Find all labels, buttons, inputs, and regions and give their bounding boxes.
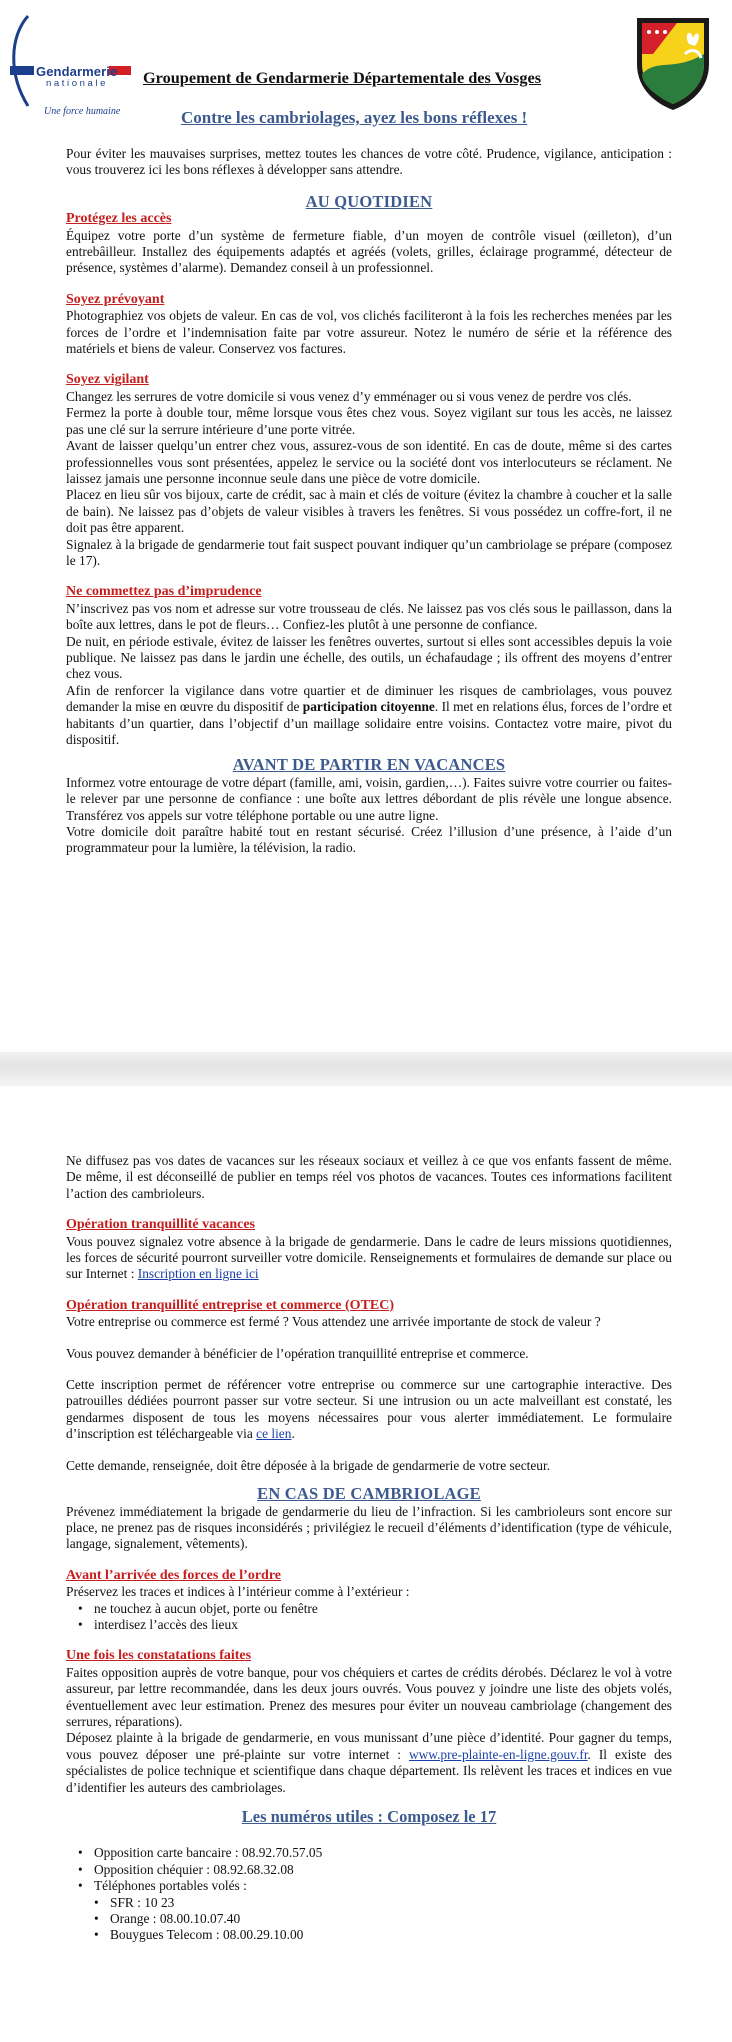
section-title-vacances: AVANT DE PARTIR EN VACANCES bbox=[232, 755, 506, 775]
otec-3-text: Cette inscription permet de référencer votre entreprise ou commerce sur une cartographie interactive. Des patrouilles dédiées pourront passer sur votre secteur. Si une intrusion ou un acte malveillant est constaté, les gendarmes disposent de tous les moyens nécessaires pour vous alerter immédiatement. Le formulaire d’inscription est téléchargeable via bbox=[66, 1377, 672, 1442]
document-title: Contre les cambriolages, ayez les bons réflexes ! bbox=[181, 108, 528, 127]
paragraph-imprudence-2: De nuit, en période estivale, évitez de laisser les fenêtres ouvertes, surtout si elles sont accessibles depuis la voie publique. Ne laissez pas dans le jardin une échelle, des outils, un échafaudage ; ils offrent des moyens d’entrer chez vous. bbox=[66, 633, 672, 682]
subtitle-protegez-acces: Protégez les accès bbox=[66, 211, 172, 227]
list-item: • interdisez l’accès des lieux bbox=[94, 1617, 672, 1633]
paragraph-protegez-acces: Équipez votre porte d’un système de fermeture fiable, d’un moyen de contrôle visuel (œilleton), d’un entrebâilleur. Installez des équipements adaptés et agréés (volets, grilles, éclairage programmé, détecteur de présence, systèmes d’alarme). Demandez conseil à un professionnel. bbox=[66, 227, 672, 276]
organization-title: Groupement de Gendarmerie Départementale des Vosges bbox=[143, 68, 542, 87]
imprudence-3-end: . Il met en relations élus, forces de l’ordre et habitants d’un quartier, dans l’objectif d’un maillage solidaire entre voisins. Contactez votre maire, pivot du dispositif. bbox=[66, 699, 672, 747]
section-title-cambriolage: EN CAS DE CAMBRIOLAGE bbox=[257, 1484, 481, 1504]
paragraph-constatations-2 bbox=[66, 1730, 672, 1796]
paragraph-otec-2: Vous pouvez demander à bénéficier de l’opération tranquillité entreprise et commerce. bbox=[66, 1345, 529, 1361]
subtitle-constatations: Une fois les constatations faites bbox=[66, 1648, 252, 1664]
paragraph-constatations-1: Faites opposition auprès de votre banque, pour vos chéquiers et cartes de crédits dérobés. Déclarez le vol à votre assureur, par lettre recommandée, dans les deux jours ouvrés. Vous pouvez y joindre une liste des objets volés, éventuellement avec leur estimation. Prenez des mesures pour éviter un nouveau cambriolage (changement des serrures, réparations). bbox=[66, 1664, 672, 1729]
list-item: • Opposition chéquier : 08.92.68.32.08 bbox=[94, 1862, 672, 1878]
list-item: • ne touchez à aucun objet, porte ou fenêtre bbox=[94, 1601, 672, 1617]
paragraph-vigilant-1: Changez les serrures de votre domicile si vous venez d’y emménager ou si vous venez de perdre vos clés. bbox=[66, 388, 632, 404]
gendarmerie-logo bbox=[6, 14, 140, 124]
list-item: • Téléphones portables volés : bbox=[94, 1878, 672, 1894]
list-item: • SFR : 10 23 bbox=[110, 1895, 672, 1911]
numeros-list bbox=[66, 1845, 672, 1894]
paragraph-imprudence-3 bbox=[66, 683, 672, 749]
logo-subtitle: nationale bbox=[46, 78, 108, 89]
paragraph-vacances-3: Ne diffusez pas vos dates de vacances sur les réseaux sociaux et veillez à ce que vos enfants fassent de même. De même, il est déconseillé de publier en temps réel vos photos de vacances. Toutes ces informations facilitent l’action des cambrioleurs. bbox=[66, 1153, 672, 1201]
paragraph-vacances-1: Informez votre entourage de votre départ (famille, ami, voisin, gardien,…). Faites suivre votre courrier ou faites-le relever par une personne de confiance : une boîte aux lettres débordant de plis révèle une longue absence. Transférez vos appels sur votre téléphone portable ou une autre ligne. bbox=[66, 774, 672, 823]
paragraph-otec-4: Cette demande, renseignée, doit être déposée à la brigade de gendarmerie de votre secteur. bbox=[66, 1457, 551, 1473]
list-item: • Bouygues Telecom : 08.00.29.10.00 bbox=[110, 1927, 672, 1943]
imprudence-3-start: Afin de renforcer la vigilance dans votre quartier et de diminuer les risques de cambriolages, vous pouvez demander la mise en œuvre du dispositif de bbox=[66, 682, 672, 715]
pre-plainte-link[interactable]: www.pre-plainte-en-ligne.gouv.fr bbox=[408, 1746, 588, 1762]
page-separator bbox=[0, 1052, 732, 1086]
logo-name: Gendarmerie bbox=[36, 64, 118, 79]
page-2-content bbox=[66, 1153, 672, 1944]
list-item: • Opposition carte bancaire : 08.92.70.57.05 bbox=[94, 1845, 672, 1861]
vosges-coat-of-arms-icon bbox=[633, 14, 713, 112]
paragraph-imprudence-1: N’inscrivez pas vos nom et adresse sur votre trousseau de clés. Ne laissez pas vos clés sous le paillasson, dans la boîte aux lettres, dans le pot de fleurs… Confiez-les plutôt à une personne de confiance. bbox=[66, 600, 672, 633]
constat-2-start: Déposez plainte à la brigade de gendarmerie, en vous munissant d’une pièce d’identité. Pour gagner du temps, vous pouvez déposer une pré-plainte sur votre internet : bbox=[66, 1730, 672, 1762]
constat-2-end: . Il existe des spécialistes de police technique et scientifique dans chaque département. Ils relèvent les traces et indices en vue d’identifier les auteurs des cambriolages. bbox=[66, 1746, 672, 1795]
subtitle-imprudence: Ne commettez pas d’imprudence bbox=[66, 584, 262, 600]
section-title-quotidien: AU QUOTIDIEN bbox=[305, 191, 433, 211]
otec-form-link[interactable]: ce lien bbox=[256, 1426, 292, 1442]
paragraph-soyez-prevoyant: Photographiez vos objets de valeur. En cas de vol, vos clichés faciliteront à la fois les recherches menées par les forces de l’ordre et l’indemnisation faite par votre assureur. Notez le numéro de série et la référence des matériels et biens de valeur. Conservez vos factures. bbox=[66, 308, 672, 357]
subtitle-soyez-prevoyant: Soyez prévoyant bbox=[66, 291, 165, 307]
paragraph-vigilant-4: Placez en lieu sûr vos bijoux, carte de crédit, sac à main et clés de voiture (évitez la chambre à coucher et la salle de bain). Ne laissez pas d’objets de valeur visibles à travers les fenêtres. Si vous possédez un coffre-fort, il ne doit pas être apparent. bbox=[66, 487, 672, 536]
paragraph-vigilant-3: Avant de laisser quelqu’un entrer chez vous, assurez-vous de son identité. En cas de doute, même si des cartes professionnelles vous sont présentées, appelez le service ou la société dont vos interlocuteurs se réclament. Ne laissez jamais une personne inconnue seule dans une pièce de votre domicile. bbox=[66, 438, 672, 486]
avant-arrivee-list bbox=[66, 1601, 672, 1634]
paragraph-cambriolage-1: Prévenez immédiatement la brigade de gendarmerie du lieu de l’infraction. Si les cambrioleurs sont encore sur place, ne prenez pas de risques inconsidérés ; privilégiez le recueil d’éléments d’identification (type de véhicule, langage, signalement, vêtements). bbox=[66, 1503, 672, 1552]
subtitle-avant-arrivee: Avant l’arrivée des forces de l’ordre bbox=[66, 1567, 281, 1583]
page-1-content bbox=[66, 146, 672, 857]
otv-inscription-link[interactable]: Inscription en ligne ici bbox=[137, 1266, 259, 1282]
paragraph-avant-arrivee: Préservez les traces et indices à l’intérieur comme à l’extérieur : bbox=[66, 1584, 410, 1600]
list-item: • Orange : 08.00.10.07.40 bbox=[110, 1911, 672, 1927]
subtitle-otec: Opération tranquillité entreprise et commerce (OTEC) bbox=[66, 1297, 395, 1313]
operators-list bbox=[66, 1895, 672, 1944]
subtitle-otv: Opération tranquillité vacances bbox=[66, 1217, 255, 1233]
paragraph-otec-1: Votre entreprise ou commerce est fermé ? Vous attendez une arrivée importante de stock de valeur ? bbox=[66, 1314, 601, 1330]
paragraph-vigilant-5: Signalez à la brigade de gendarmerie tout fait suspect pouvant indiquer qu’un cambriolage se prépare (composez le 17). bbox=[66, 536, 672, 568]
paragraph-otec-3: Cette inscription permet de référencer votre entreprise ou commerce sur une cartographie interactive. Des patrouilles dédiées pourront passer sur votre secteur. Si une intrusion ou un acte malveillant est constaté, les gendarmes disposent de tous les moyens nécessaires pour vous alerter immédiatement. Le formulaire d’inscription est téléchargeable via ce lien. bbox=[66, 1377, 672, 1442]
logo-motto: Une force humaine bbox=[44, 106, 121, 117]
intro-paragraph: Pour éviter les mauvaises surprises, mettez toutes les chances de votre côté. Prudence, vigilance, anticipation : vous trouverez ici les bons réflexes à développer sans attendre. bbox=[66, 146, 672, 178]
otv-text: Vous pouvez signalez votre absence à la brigade de gendarmerie. Dans le cadre de leurs missions quotidiennes, les forces de sécurité pourront surveiller votre domicile. Renseignements et formulaires de demande sur place ou sur Internet : bbox=[66, 1233, 672, 1282]
participation-citoyenne-bold: participation citoyenne bbox=[302, 699, 435, 715]
paragraph-otv bbox=[66, 1234, 672, 1283]
paragraph-vacances-2: Votre domicile doit paraître habité tout en restant sécurisé. Créez l’illusion d’une présence, à l’aide d’un programmateur pour la lumière, la télévision, la radio. bbox=[66, 824, 672, 856]
paragraph-vigilant-2: Fermez la porte à double tour, même lorsque vous êtes chez vous. Soyez vigilant sur tous les accès, ne laissez pas une clé sur la serrure intérieure d’une porte vitrée. bbox=[66, 405, 672, 437]
section-title-numeros: Les numéros utiles : Composez le 17 bbox=[241, 1807, 497, 1826]
subtitle-soyez-vigilant: Soyez vigilant bbox=[66, 372, 149, 388]
